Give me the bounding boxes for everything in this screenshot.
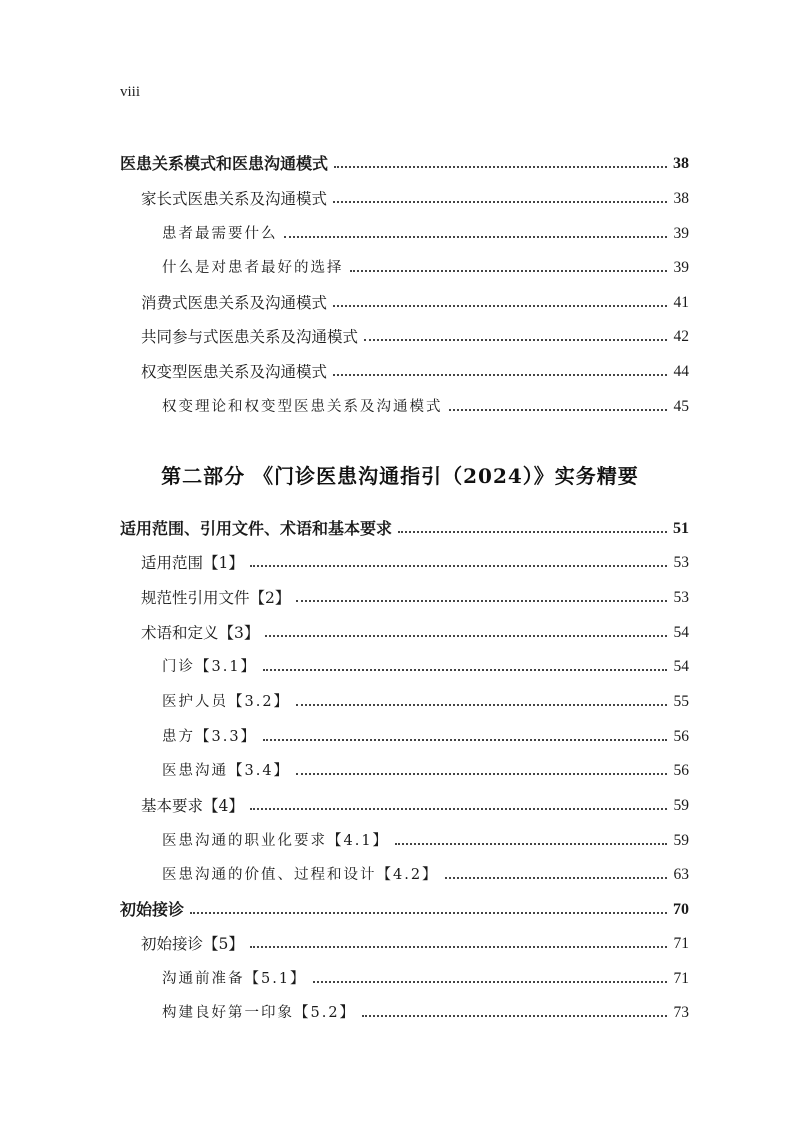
toc-entry-page: 42 (673, 328, 689, 345)
dot-leader (284, 236, 668, 238)
toc-entry-page: 70 (673, 901, 689, 918)
toc-entry[interactable] (0, 549, 800, 573)
toc-entry-title: 适用范围、引用文件、术语和基本要求 (120, 519, 393, 538)
dot-leader (296, 704, 667, 706)
toc-entry[interactable] (0, 827, 800, 851)
toc-entry-title: 患方【3.3】 (162, 729, 258, 745)
dot-leader (250, 946, 667, 948)
toc-entry[interactable] (0, 723, 800, 747)
toc-entry-title: 门诊【3.1】 (162, 659, 258, 675)
toc-entry[interactable] (0, 688, 800, 712)
toc-entry-title: 患者最需要什么 (162, 226, 278, 242)
toc-entry[interactable] (0, 515, 800, 539)
toc-entry[interactable] (0, 150, 800, 174)
toc-entry-page: 56 (673, 728, 689, 745)
dot-leader (350, 270, 668, 272)
dot-leader (190, 912, 667, 914)
toc-entry-page: 45 (673, 398, 689, 415)
dot-leader (263, 739, 667, 741)
toc-entry-title: 构建良好第一印象【5.2】 (162, 1005, 357, 1021)
toc-entry-title: 权变理论和权变型医患关系及沟通模式 (162, 399, 443, 415)
toc-entry[interactable] (0, 393, 800, 417)
toc-entry-title: 什么是对患者最好的选择 (162, 260, 344, 276)
toc-entry-title: 医患沟通【3.4】 (162, 763, 291, 779)
toc-entry-title: 医患沟通的价值、过程和设计【4.2】 (162, 867, 439, 883)
toc-entry-title: 共同参与式医患关系及沟通模式 (141, 328, 359, 346)
toc-entry-page: 59 (673, 797, 689, 814)
toc-entry-page: 56 (673, 762, 689, 779)
toc-entry-page: 53 (673, 589, 689, 606)
page-number: viii (120, 84, 141, 100)
dot-leader (334, 166, 667, 168)
dot-leader (296, 773, 667, 775)
dot-leader (296, 600, 667, 602)
toc-entry[interactable] (0, 792, 800, 816)
toc-entry-title: 医患沟通的职业化要求【4.1】 (162, 833, 390, 849)
dot-leader (395, 843, 667, 845)
dot-leader (445, 877, 667, 879)
toc-entry[interactable] (0, 619, 800, 643)
toc-entry[interactable] (0, 757, 800, 781)
toc-entry-title: 权变型医患关系及沟通模式 (141, 363, 328, 381)
toc-entry[interactable] (0, 653, 800, 677)
toc-entry-page: 54 (673, 658, 689, 675)
toc-entry[interactable] (0, 896, 800, 920)
toc-entry-page: 71 (673, 935, 689, 952)
toc-entry-page: 38 (673, 155, 689, 172)
dot-leader (250, 808, 667, 810)
dot-leader (449, 409, 668, 411)
toc-entry-page: 71 (673, 970, 689, 987)
dot-leader (362, 1015, 667, 1017)
toc-entry[interactable] (0, 999, 800, 1023)
toc-entry-page: 44 (673, 363, 689, 380)
toc-entry-title: 沟通前准备【5.1】 (162, 971, 307, 987)
toc-entry-page: 59 (673, 832, 689, 849)
dot-leader (333, 374, 667, 376)
toc-entry[interactable] (0, 289, 800, 313)
dot-leader (398, 531, 667, 533)
toc-entry-page: 38 (673, 190, 689, 207)
toc-entry[interactable] (0, 323, 800, 347)
dot-leader (313, 981, 667, 983)
toc-entry-page: 53 (673, 554, 689, 571)
dot-leader (265, 635, 667, 637)
toc-entry[interactable] (0, 185, 800, 209)
toc-entry-page: 39 (673, 259, 689, 276)
toc-entry-title: 消费式医患关系及沟通模式 (141, 294, 328, 312)
toc-entry-title: 初始接诊 (120, 900, 185, 919)
toc-entry[interactable] (0, 930, 800, 954)
toc-entry-title: 医护人员【3.2】 (162, 694, 291, 710)
toc-entry-page: 51 (673, 520, 689, 537)
toc-entry-title: 规范性引用文件【2】 (141, 589, 291, 607)
toc-entry-title: 基本要求【4】 (141, 797, 244, 815)
toc-entry[interactable] (0, 584, 800, 608)
dot-leader (250, 565, 667, 567)
toc-entry-page: 39 (673, 225, 689, 242)
toc-entry-title: 术语和定义【3】 (141, 624, 260, 642)
dot-leader (333, 201, 667, 203)
toc-entry-page: 55 (673, 693, 689, 710)
part-title: 第二部分 《门诊医患沟通指引（2024）》实务精要 (161, 464, 639, 488)
dot-leader (364, 339, 667, 341)
toc-entry[interactable] (0, 220, 800, 244)
toc-entry[interactable] (0, 358, 800, 382)
dot-leader (263, 669, 667, 671)
toc-entry-page: 41 (673, 294, 689, 311)
toc-entry[interactable] (0, 861, 800, 885)
toc-entry-page: 63 (673, 866, 689, 883)
toc-entry[interactable] (0, 254, 800, 278)
toc-entry-page: 54 (673, 624, 689, 641)
toc-entry-title: 家长式医患关系及沟通模式 (141, 190, 328, 208)
dot-leader (333, 305, 667, 307)
toc-entry-title: 医患关系模式和医患沟通模式 (120, 154, 329, 173)
toc-entry-title: 初始接诊【5】 (141, 935, 244, 953)
toc-entry[interactable] (0, 965, 800, 989)
toc-entry-title: 适用范围【1】 (141, 554, 244, 572)
toc-entry-page: 73 (673, 1004, 689, 1021)
